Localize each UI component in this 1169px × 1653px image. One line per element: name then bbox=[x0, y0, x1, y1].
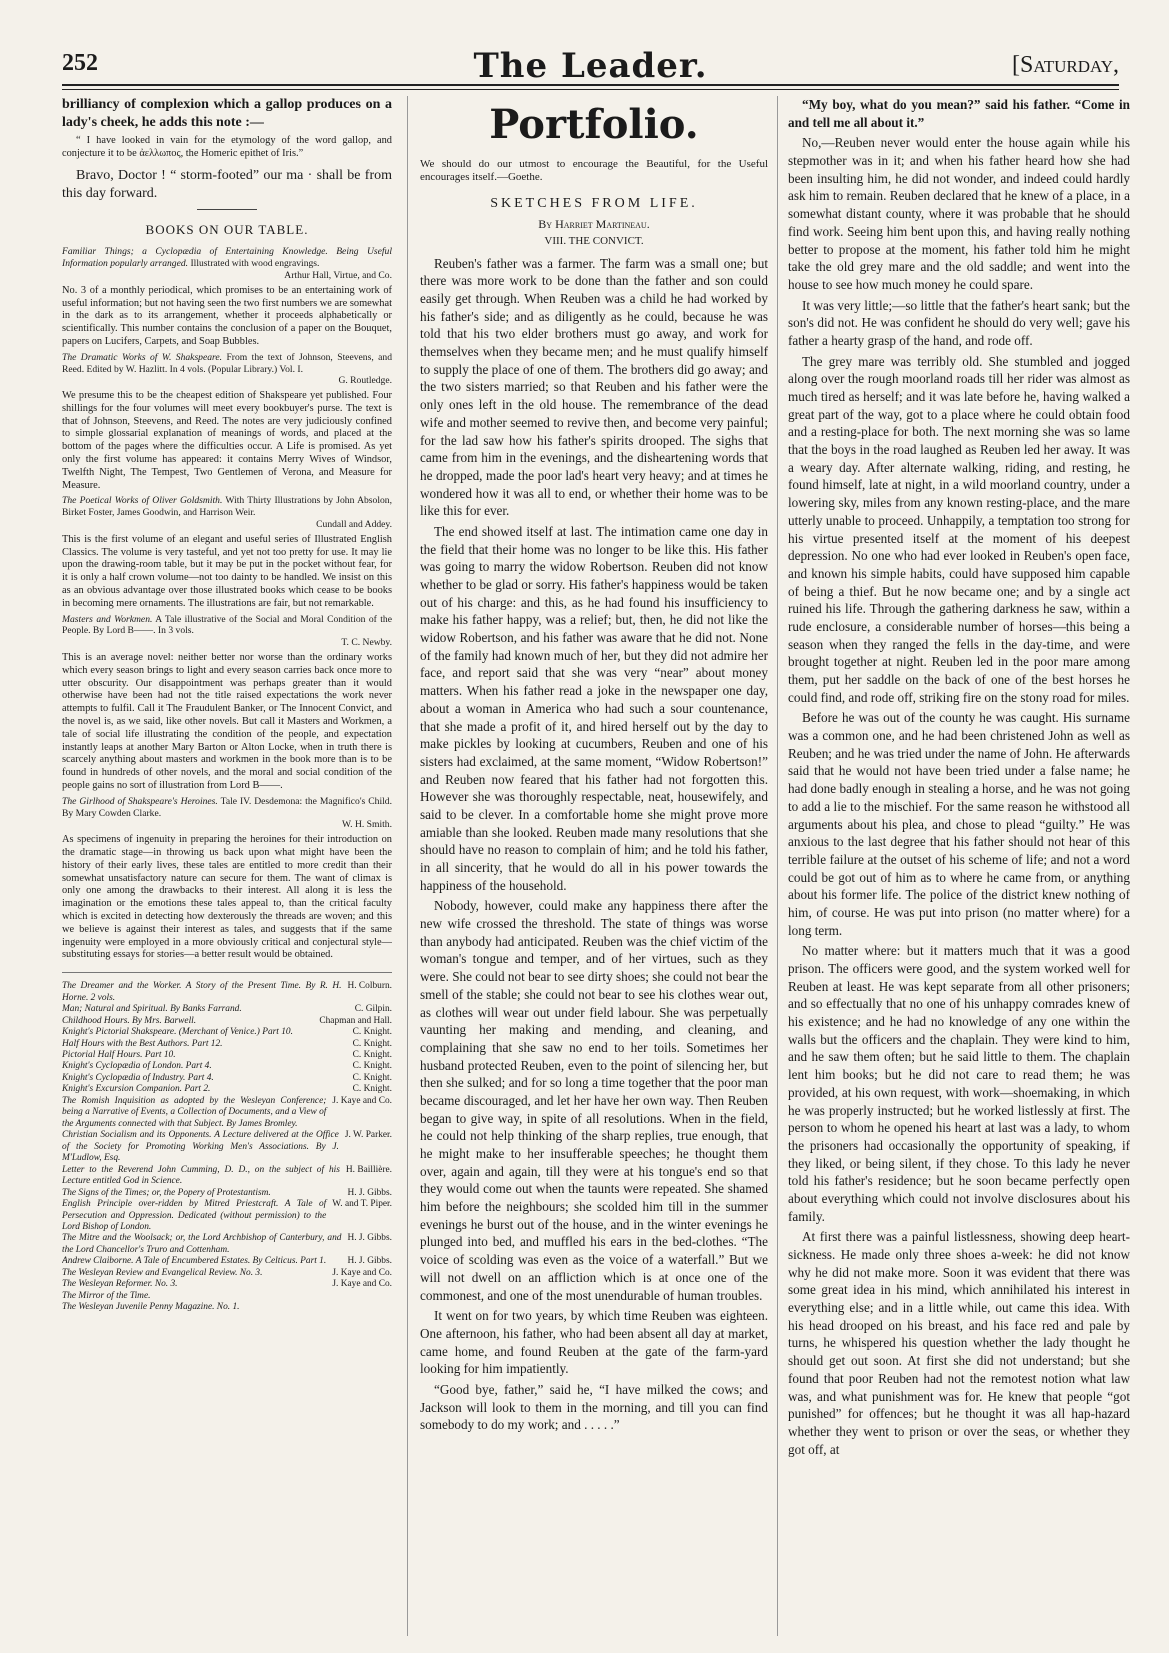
review-body: This is the first volume of an elegant and useful series of Illustrated English Classics. The volume is very tasteful, and yet not too pretty for use. It may lie upon the drawing-room table, but it may be put in the pocket without fear, for it is only a half crown volume—not too dainty to be handled. We insist on this as an obvious advantage over those illustrated books which cease to be books in becoming mere ornaments. The illustrations are fair, but not remarkable. bbox=[62, 533, 392, 609]
header-rule bbox=[62, 89, 1119, 90]
review-title: The Girlhood of Shakspeare's Heroines. bbox=[62, 795, 218, 807]
review-publisher: W. H. Smith. bbox=[341, 819, 392, 831]
intro-paragraph: brilliancy of complexion which a gallop produces on a lady's cheek, he adds this note :— bbox=[62, 97, 392, 131]
review-item bbox=[62, 495, 392, 610]
book-entry bbox=[62, 1084, 392, 1095]
sketch-title: SKETCHES FROM LIFE. bbox=[490, 196, 698, 212]
intro-closing: Bravo, Doctor ! “ storm-footed” our ma · shall be from this day forward. bbox=[62, 167, 392, 202]
story-paragraph: Before he was out of the county he was caught. His surname was a common one, and he had been christened John as well as Reuben; and he was tried under the name of John. He afterwards said that he would not have been tried under a false name; he had done badly enough in stealing a horse, and he was not going to add a lie to the mischief. For the same reason he withstood all arguments about his plea, and chose to plead “guilty.” He was anxious to the last degree that his father should not hear of this terrible failure at the outset of his scheme of life; and not a word could be got out of him as to where he came from, or anything about his former life. The police of the district knew nothing of him, of course. He was put into prison (no matter where) for a long term. bbox=[788, 710, 1130, 938]
book-entry bbox=[62, 1130, 392, 1164]
story-paragraph: No matter where: but it matters much that it was a good prison. The officers were good, and the system worked well for Reuben at least. He was kept separate from all other prisoners; and so effectually that no one of his unhappy comrades knew of his existence; and he had no knowledge of any one within the walls but the officers and the chaplain. They were kind to him, and he saw them often; but he said little to them. The chaplain lent him books; but he did not care to read them; he was provided, at his own request, with work—shoemaking, in which he was properly instructed; but he worked listlessly at first. The person to whom he opened his heart at last was a lady, to whom the prisoners had occasionally the opportunity of speaking, if they liked, or being silent, if they chose. To this lady he never told his father's residence; but he soon became perfectly open about everything which could not involve disclosures about his family. bbox=[788, 943, 1130, 1224]
columns bbox=[62, 96, 1130, 1636]
book-publisher: J. Kaye and Co. bbox=[332, 1095, 392, 1106]
book-publisher: H. Baillière. bbox=[345, 1164, 392, 1175]
section-title: BOOKS ON OUR TABLE. bbox=[145, 222, 309, 238]
review-title: Masters and Workmen. bbox=[62, 613, 153, 625]
book-entry bbox=[62, 1096, 392, 1130]
book-title: Pictorial Half Hours. Part 10. bbox=[62, 1049, 176, 1060]
books-received-list bbox=[62, 981, 392, 1314]
book-publisher: H. J. Gibbs. bbox=[347, 1233, 392, 1244]
book-entry bbox=[62, 981, 392, 1004]
book-entry bbox=[62, 1039, 392, 1050]
review-body: As specimens of ingenuity in preparing the heroines for their introduction on the dramatic stage—in throwing us back upon what might have been the history of their early lives, these tales are entitled to more credit than their somewhat unsatisfactory nature can secure for them. The want of climax is only one among the drawbacks to their interest. All along it is less the imagination or the emotions these tales appeal to, than the critical faculty which is excited in detecting how dexterously the threads are woven; and this we believe is against their interest as tales, and suggests that if the same ingenuity were employed in a more obviously critical and conjectural style—substituting essays for stories—a better result would be obtained. bbox=[62, 834, 392, 961]
book-entry bbox=[62, 1188, 392, 1199]
column-portfolio bbox=[407, 96, 768, 1636]
review-title: The Poetical Works of Oliver Goldsmith. bbox=[62, 495, 223, 507]
book-title: Man; Natural and Spiritual. By Banks Farrand. bbox=[62, 1004, 242, 1015]
book-entry bbox=[62, 1016, 392, 1027]
book-publisher: H. Colburn. bbox=[347, 981, 392, 992]
book-title: The Wesleyan Reformer. No. 3. bbox=[62, 1279, 178, 1290]
book-publisher: C. Knight. bbox=[352, 1027, 392, 1038]
review-publisher: Arthur Hall, Virtue, and Co. bbox=[284, 269, 392, 281]
masthead bbox=[62, 46, 1119, 86]
book-title: Half Hours with the Best Authors. Part 12. bbox=[62, 1038, 223, 1049]
book-publisher: C. Knight. bbox=[352, 1049, 392, 1060]
book-publisher: C. Gilpin. bbox=[354, 1004, 392, 1015]
book-publisher bbox=[386, 1291, 392, 1302]
story-paragraph: Nobody, however, could make any happiness there after the new wife crossed the threshold. The state of things was worse than anybody had anticipated. Reuben was the chief victim of the woman's tongue and temper, and of her virtues, such as they were. She could not bear to see dirty shoes; she could not bear the smell of the stable; she could not bear to see his clothes wear out, as clothes will wear out under field labour. She was perpetually vaunting her making and mending, and cleaning, and complaining that she saw no end to her toils. Sometimes her husband protected Reuben, even to the point of silencing her, but then she sulked; and for so long a time together that the poor man became discouraged, and let her have her own way. Then Reuben began to give way, in spite of all resolutions. When in the field, he could not help thinking of the sharp replies, true enough, that he might make to her insufferable speeches; he thought them over, again and again, till they were at his tongue's end so that they would come out when the taunts were repeated. She shamed him before the neighbours; she scolded him till in the summer evenings he burst out of the house, and in the winter evenings he plunged into bed, and muffled his ears in the bed-clothes. “The voice of scolding was even as the voice of a waterfall.” But we will not dwell on an affliction which is at once one of the commonest, and one of the most unendurable of human troubles. bbox=[420, 898, 768, 1303]
book-title: The Signs of the Times; or, the Popery of Protestantism. bbox=[62, 1187, 271, 1198]
intro-quote: “ I have looked in vain for the etymology of the word gallop, and conjecture it to be ἀελλωπος, the Homeric epithet of Iris.” bbox=[62, 135, 392, 160]
review-body: This is an average novel: neither better nor worse than the ordinary works which every season brings to light and every season carries back once more to utter obscurity. Our disappointment was perhaps greater than it would otherwise have been had not the title raised expectations the work never attempts to fulfil. Call it The Fraudulent Banker, or The Innocent Convict, and the novel is, as we said, like other novels. But call it Masters and Workmen, a tale of social life illustrating the condition of the people, and expectation instantly leaps at another Mary Barton or Alton Locke, when in truth there is scarcely anything about masters and workmen in the book more than is to be found in hundreds of other novels, and the moral and social condition of the people gains no sort of illustration from Lord B——. bbox=[62, 652, 392, 791]
book-publisher: C. Knight. bbox=[352, 1072, 392, 1083]
story-paragraph: No,—Reuben never would enter the house again while his stepmother was in it; and when his father heard how she had been insulting him, he did not wonder, and indeed could hardly ask him to remain. Reuben declared that he knew of a place, in a somewhat distant county, where it was probable that he should find work. Seeing him bent upon this, and having really nothing better to propose at the moment, his father told him he might take the old grey mare and the old saddle; and went into the house to see how much money he could spare. bbox=[788, 135, 1130, 292]
book-publisher: C. Knight. bbox=[352, 1084, 392, 1095]
book-entry bbox=[62, 1233, 392, 1256]
book-title: Letter to the Reverend John Cumming, D. D., on the subject of his Lecture entitled God in Science. bbox=[62, 1164, 340, 1187]
book-title: Childhood Hours. By Mrs. Barwell. bbox=[62, 1015, 197, 1026]
book-title: The Romish Inquisition as adopted by the Wesleyan Conference; being a Narrative of Events, a Collection of Documents, and a View of the Arguments connected with that Subject. By James Bromley. bbox=[62, 1095, 327, 1129]
book-entry bbox=[62, 1291, 392, 1302]
book-publisher: J. Kaye and Co. bbox=[332, 1279, 392, 1290]
book-entry bbox=[62, 1004, 392, 1015]
chapter-title: VIII. THE CONVICT. bbox=[544, 234, 644, 247]
newspaper-title: The Leader. bbox=[473, 46, 708, 86]
portfolio-heading: Portfolio. bbox=[489, 101, 699, 148]
book-publisher: Chapman and Hall. bbox=[319, 1015, 392, 1026]
review-publisher: T. C. Newby. bbox=[341, 637, 392, 649]
book-title: Andrew Claiborne. A Tale of Encumbered Estates. By Celticus. Part 1. bbox=[62, 1256, 327, 1267]
story-paragraph: It was very little;—so little that the father's heart sank; but the son's did not. He was confident he should do very well; gave his father a hearty grasp of the hand, and rode off. bbox=[788, 297, 1130, 348]
book-entry bbox=[62, 1199, 392, 1233]
book-title: Knight's Excursion Companion. Part 2. bbox=[62, 1084, 211, 1095]
byline: By Harriet Martineau. bbox=[538, 216, 650, 231]
book-title: The Wesleyan Juvenile Penny Magazine. No. 1. bbox=[62, 1302, 240, 1313]
book-entry bbox=[62, 1279, 392, 1290]
story-paragraph: At first there was a painful listlessness, showing deep heart-sickness. He made only three shoes a-week: he did not know why he did not make more. Soon it was evident that there was some great idea in his mind, which annihilated his interest in everything else; and in a little while, out came this idea. With his head drooped on his breast, and his face red and pale by turns, he whispered his question whether the lady thought he should get out soon. At first she did not understand; but she found that poor Reuben had not the remotest notion what law was, and what punishment was for. He knew that people “got punished” for offences; but he thought it was all hap-hazard whether they went to prison or over the seas, or whether they got off, at bbox=[788, 1229, 1130, 1457]
story-paragraph: The grey mare was terribly old. She stumbled and jogged along over the rough moorland roads till her rider was almost as much tired as herself; and it was late before he, having walked a great part of the way, got to a place where he could obtain food and a resting-place for both. The next morning she was so lame that the boys in the road laughed as Reuben led her away. It was a weary day. After alternate walking, riding, and resting, he found himself, late at night, in a wild moorland country, under a lowering sky, miles from any known resting-place, and the mare utterly unable to proceed. Unhappily, a temptation too strong for his virtue presented itself at the moment of his deepest depression. No one who had ever looked in Reuben's open face, and known his simple habits, could have supposed him capable of being a thief. But he now became one; and by a single act ruined his life. Through the gathering darkness he saw, within a rude enclosure, a considerable number of horses—this being a season when they ranged the fells in the day-time, and were brought together at night. Reuben led in the poor mare among them, put her saddle on the back of one of the best horses he could find, and rode off, striking fire on the stony road for miles. bbox=[788, 353, 1130, 705]
book-entry bbox=[62, 1165, 392, 1188]
review-title: Familiar Things; a Cyclopædia of Entertaining Knowledge. Being Useful Information popularly arranged. bbox=[62, 246, 392, 270]
divider bbox=[197, 209, 257, 210]
book-entry bbox=[62, 1256, 392, 1267]
portfolio-motto: We should do our utmost to encourage the Beautiful, for the Useful encourages itself.—Goethe. bbox=[420, 157, 768, 184]
review-meta: With Thirty Illustrations by John Absolon, Birket Foster, James Goodwin, and Harrison Weir. bbox=[62, 495, 392, 519]
book-title: The Mirror of the Time. bbox=[62, 1290, 151, 1301]
review-publisher: G. Routledge. bbox=[338, 375, 392, 387]
review-meta: A Tale illustrative of the Social and Moral Condition of the People. By Lord B——. In 3 vols. bbox=[62, 613, 392, 637]
review-item bbox=[62, 796, 392, 962]
review-item bbox=[62, 246, 392, 348]
book-publisher: W. and T. Piper. bbox=[332, 1199, 392, 1210]
page-number: 252 bbox=[62, 50, 98, 76]
review-body: We presume this to be the cheapest edition of Shakspeare yet published. Four shillings for the four volumes will meet every bookbuyer's purse. The text is that of Johnson, Steevens, and Reed. The notes are very judiciously confined to simple glossarial explanation of meanings of words, and placed at the bottom of the pages where the difficulties occur. A Life is promised. As yet only the first volume has appeared: it contains Merry Wives of Windsor, Twelfth Night, The Tempest, Two Gentlemen of Verona, and Measure for Measure. bbox=[62, 390, 392, 491]
book-publisher: J. Kaye and Co. bbox=[332, 1267, 392, 1278]
book-title: Knight's Cyclopædia of Industry. Part 4. bbox=[62, 1072, 214, 1083]
story-paragraph: The end showed itself at last. The intimation came one day in the field that their home was no longer to be like this. His father was going to marry the widow Robertson. Reuben did not know whether to be glad or sorry. His father's happiness would be taken out of his charge: and this, as he had found his insufficiency to make his father happy, was a relief; but, then, he did not like the widow Robertson, and his father was aware that he did not. None of the family had known much of her, but they did not admire her face, and report said that she was very “near” about money matters. When his father read a joke in the newspaper one day, about a woman in America who had such a sour countenance, that she made a profit of it, and hired herself out by the day to make pickles by looking at cucumbers, Reuben and one of his sisters had exclaimed, at the same moment, “Widow Robertson!” and Reuben now feared that his father had not forgotten this. However she was thoroughly respectable, neat, housewifely, and said to be clever. In a comfortable home she might prove more amiable than she looked. Reuben made many resolutions that she should have no reason to complain of him; and he told his father, in all sincerity, that he would do all in his power towards the happiness of the household. bbox=[420, 523, 768, 893]
book-title: The Dreamer and the Worker. A Story of the Present Time. By R. H. Horne. 2 vols. bbox=[62, 981, 342, 1003]
story-paragraph: “My boy, what do you mean?” said his father. “Come in and tell me all about it.” bbox=[788, 97, 1130, 130]
story-paragraph: “Good bye, father,” said he, “I have milked the cows; and Jackson will look to them in the morning, and till you can find somebody to do my work; and . . . . .” bbox=[420, 1381, 768, 1433]
book-title: Knight's Cyclopædia of London. Part 4. bbox=[62, 1061, 212, 1072]
book-entry bbox=[62, 1302, 392, 1313]
review-meta: From the text of Johnson, Steevens, and Reed. Edited by W. Hazlitt. In 4 vols. (Popular Library.) Vol. I. bbox=[62, 351, 392, 375]
review-item bbox=[62, 614, 392, 793]
review-meta: Tale IV. Desdemona: the Magnifico's Child. By Mary Cowden Clarke. bbox=[62, 795, 392, 819]
review-item bbox=[62, 352, 392, 493]
book-entry bbox=[62, 1061, 392, 1072]
review-title: The Dramatic Works of W. Shakspeare. bbox=[62, 351, 223, 363]
book-publisher: C. Knight. bbox=[352, 1038, 392, 1049]
book-entry bbox=[62, 1027, 392, 1038]
story-paragraph: Reuben's father was a farmer. The farm was a small one; but there was more work to be done than the father and son could easily get through. When Reuben was a child he had worked by his father's side; and as diligently as he could, because he was told that his two elder brothers must go away, and work for themselves when they became men; and he must qualify himself to supply the place of one of them. The brothers did go away; and the two sisters married; so that Reuben and his father were the only ones left in the old house. The remembrance of the dead wife and mother seemed to revive then, and become very painful; for the lad saw how his father's spirits drooped. The sighs that came from him in the evenings, and the disheartening words that he dropped, made the poor lad's heart very heavy; and at times he wondered how it was all to end, or whether their home was to be like this for ever. bbox=[420, 255, 768, 519]
story-paragraph: It went on for two years, by which time Reuben was eighteen. One afternoon, his father, who had been absent all day at market, came home, and found Reuben at the gate of the farm-yard looking for him impatiently. bbox=[420, 1308, 768, 1377]
book-publisher: H. J. Gibbs. bbox=[347, 1187, 392, 1198]
book-title: Knight's Pictorial Shakspeare. (Merchant of Venice.) Part 10. bbox=[62, 1027, 293, 1038]
book-entry bbox=[62, 1050, 392, 1061]
issue-day: [Saturday, bbox=[1011, 52, 1119, 78]
book-title: The Wesleyan Review and Evangelical Review. No. 3. bbox=[62, 1267, 263, 1278]
divider bbox=[62, 972, 392, 973]
book-publisher bbox=[386, 1302, 392, 1313]
book-title: English Principle over-ridden by Mitred Priestcraft. A Tale of Persecution and Oppression. Dedicated (without permission) to the Lord Bishop of London. bbox=[62, 1199, 327, 1232]
book-title: The Mitre and the Woolsack; or, the Lord Archbishop of Canterbury, and the Lord Chancellor's Truro and Cottenham. bbox=[62, 1233, 342, 1255]
book-title: Christian Socialism and its Opponents. A Lecture delivered at the Office of the Society for Promoting Working Men's Associations. By J. M'Ludlow, Esq. bbox=[62, 1130, 339, 1164]
book-entry bbox=[62, 1073, 392, 1084]
review-meta: Illustrated with wood engravings. bbox=[190, 258, 320, 270]
column-books bbox=[62, 96, 392, 1636]
book-entry bbox=[62, 1268, 392, 1279]
review-body: No. 3 of a monthly periodical, which promises to be an entertaining work of useful information; but not having seen the two first numbers we are somewhat in the dark as to its arrangement, whether it proceeds alphabetically or scientifically. This number contains the conclusion of a paper on the Bouquet, papers on Lucifers, Carpets, and Soap Bubbles. bbox=[62, 284, 392, 347]
book-publisher: H. J. Gibbs. bbox=[347, 1256, 392, 1267]
newspaper-page bbox=[62, 46, 1130, 1636]
book-publisher: J. W. Parker. bbox=[344, 1130, 392, 1141]
review-publisher: Cundall and Addey. bbox=[316, 519, 392, 531]
column-story-continued bbox=[777, 96, 1130, 1636]
book-publisher: C. Knight. bbox=[352, 1061, 392, 1072]
